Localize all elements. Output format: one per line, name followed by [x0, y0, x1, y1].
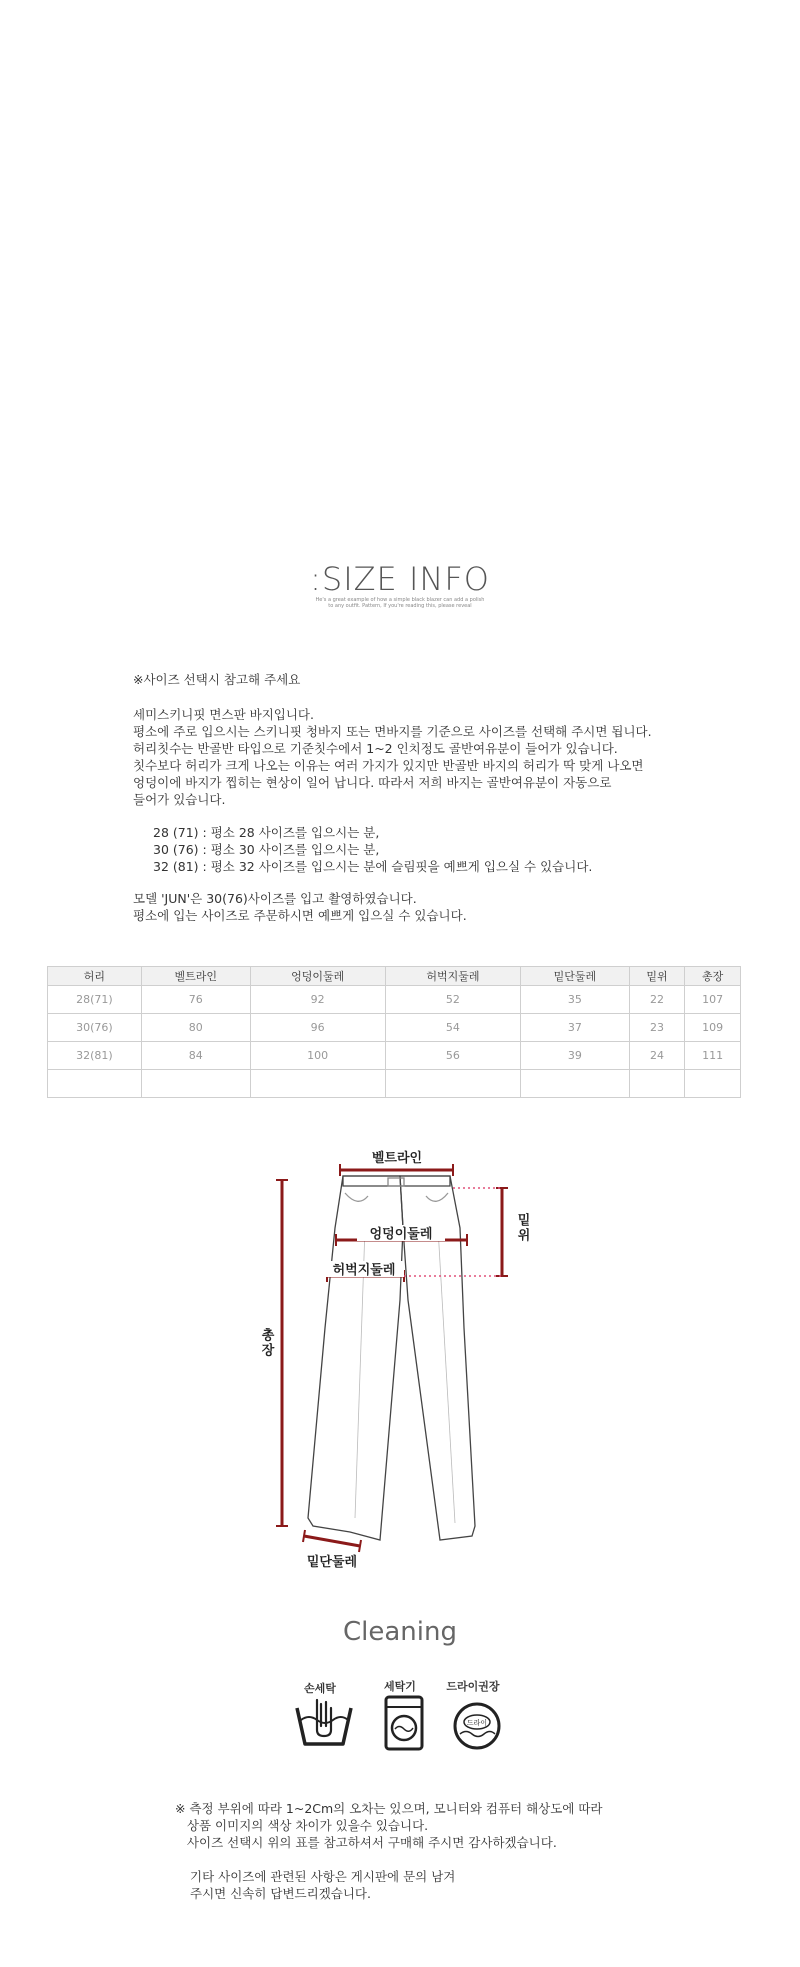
table-cell — [685, 1070, 741, 1098]
pants-measurement-diagram — [240, 1138, 540, 1568]
table-cell: 39 — [521, 1042, 630, 1070]
table-cell: 107 — [685, 986, 741, 1014]
subtitle-line-1: He's a great example of how a simple black blazer can add a polish — [315, 597, 485, 603]
table-header-cell: 허벅지둘레 — [385, 967, 520, 986]
table-cell: 24 — [629, 1042, 685, 1070]
hem-cap-right — [359, 1540, 361, 1552]
table-header-cell: 밑위 — [629, 967, 685, 986]
table-cell: 28(71) — [48, 986, 142, 1014]
contact-notice: 기타 사이즈에 관련된 사항은 게시판에 문의 남겨 주시면 신속히 답변드리겠습니다. — [190, 1869, 456, 1901]
pants-crease-right — [438, 1228, 455, 1523]
thigh-label: 허벅지둘레 — [332, 1263, 396, 1278]
table-cell: 109 — [685, 1014, 741, 1042]
pants-pocket-right — [426, 1193, 448, 1201]
page-title: :SIZE INFO — [310, 560, 490, 598]
table-cell: 92 — [250, 986, 385, 1014]
length-label: 총장 — [258, 1328, 274, 1358]
table-cell: 37 — [521, 1014, 630, 1042]
dry-clean-icon — [446, 1698, 508, 1756]
product-intro-text: 세미스키니핏 면스판 바지입니다. 평소에 주로 입으시는 스키니핏 청바지 또는 면바지를 기준으로 사이즈를 선택해 주시면 됩니다. 허리칫수는 반골반 타입으로 기준칫수에서 1~2 인치정도 골반여유분이 들어가 있습니다. 칫수보다 허리가 크게 나오는 이유는 여러 가지가 있지만 반골반 바지의 허리가 딱 맞게 나오면 엉덩이에 바지가 찝히는 현상이 일어 납니다. 따라서 저희 바지는 골반여유분이 자동으로 들어가 있습니다. — [133, 707, 652, 807]
table-cell: 80 — [141, 1014, 250, 1042]
table-cell — [141, 1070, 250, 1098]
size-notice-heading: ※사이즈 선택시 참고해 주세요 — [133, 672, 301, 687]
table-header-cell: 엉덩이둘레 — [250, 967, 385, 986]
table-row — [48, 1014, 741, 1042]
hand-wash-icon — [293, 1696, 355, 1754]
diagram-labels — [259, 1150, 530, 1568]
table-row — [48, 1042, 741, 1070]
table-cell: 22 — [629, 986, 685, 1014]
table-header-cell: 허리 — [48, 967, 142, 986]
table-cell: 30(76) — [48, 1014, 142, 1042]
table-cell — [385, 1070, 520, 1098]
table-cell: 35 — [521, 986, 630, 1014]
table-header-cell: 밑단둘레 — [521, 967, 630, 986]
cleaning-title: Cleaning — [343, 1617, 457, 1647]
table-row — [48, 1070, 741, 1098]
dry-clean-icon-text: 드라이 — [466, 1719, 488, 1727]
hem-cap-left — [303, 1530, 305, 1542]
hem-measure — [304, 1536, 360, 1546]
table-cell — [521, 1070, 630, 1098]
table-header-row — [48, 967, 741, 986]
table-cell: 96 — [250, 1014, 385, 1042]
measurement-disclaimer: ※ 측정 부위에 따라 1~2Cm의 오차는 있으며, 모니터와 컴퓨터 해상도에 따라 상품 이미지의 색상 차이가 있을수 있습니다. 사이즈 선택시 위의 표를 참고하셔서 구매해 주시면 감사하겠습니다. — [175, 1801, 603, 1850]
table-cell: 56 — [385, 1042, 520, 1070]
size-table — [47, 966, 741, 1098]
table-cell: 84 — [141, 1042, 250, 1070]
table-cell: 54 — [385, 1014, 520, 1042]
table-cell: 100 — [250, 1042, 385, 1070]
table-cell — [250, 1070, 385, 1098]
table-row — [48, 986, 741, 1014]
pants-pocket-left — [345, 1193, 368, 1201]
machine-wash-label: 세탁기 — [384, 1680, 416, 1693]
table-cell: 76 — [141, 986, 250, 1014]
table-cell: 32(81) — [48, 1042, 142, 1070]
model-info-text: 모델 'JUN'은 30(76)사이즈를 입고 촬영하였습니다. 평소에 입는 사이즈로 주문하시면 예쁘게 입으실 수 있습니다. — [133, 891, 467, 923]
hem-label: 밑단둘레 — [306, 1555, 358, 1568]
hand-wash-label: 손세탁 — [304, 1682, 336, 1695]
table-cell — [629, 1070, 685, 1098]
dry-clean-label: 드라이권장 — [446, 1680, 500, 1693]
subtitle-line-2: to any outfit. Pattern, If you're reading this, please reveal — [328, 603, 472, 609]
belt-loop — [388, 1178, 404, 1186]
hip-label: 엉덩이둘레 — [369, 1227, 433, 1242]
page-subtitle — [0, 597, 800, 609]
table-cell: 23 — [629, 1014, 685, 1042]
table-cell: 52 — [385, 986, 520, 1014]
table-header-cell: 총장 — [685, 967, 741, 986]
size-guide-list: 28 (71) : 평소 28 사이즈를 입으시는 분, 30 (76) : 평소 30 사이즈를 입으시는 분, 32 (81) : 평소 32 사이즈를 입으시는 분에 슬림핏을 예쁘게 입으실 수 있습니다. — [153, 825, 593, 874]
belt-line-label: 벨트라인 — [371, 1151, 423, 1166]
table-cell: 111 — [685, 1042, 741, 1070]
rise-label: 밑위 — [514, 1213, 530, 1243]
table-header-cell: 벨트라인 — [141, 967, 250, 986]
table-cell — [48, 1070, 142, 1098]
washing-machine-icon — [373, 1694, 435, 1752]
